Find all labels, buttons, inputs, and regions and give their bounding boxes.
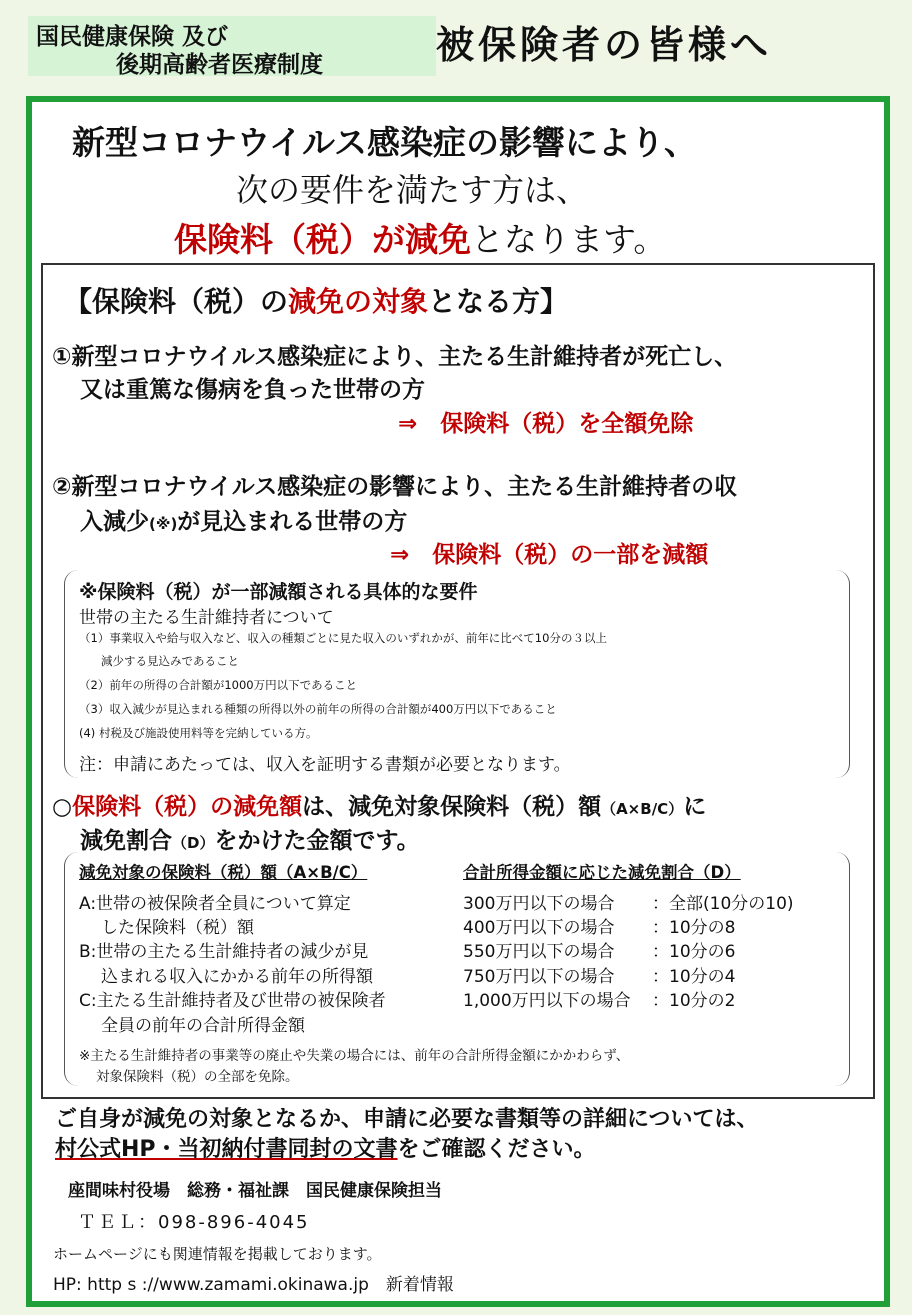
amount-line1-end: に [683, 794, 707, 820]
requirement-item: （2）前年の所得の合計額が1000万円以下であること [79, 678, 358, 692]
homepage-url: HP: http s ://www.zamami.okinawa.jp 新着情報 [53, 1275, 454, 1295]
amount-bullet: ○ [52, 794, 73, 820]
condition2-line2a: 入減少 [80, 509, 149, 535]
homepage-note: ホームページにも関連情報を掲載しております。 [53, 1245, 382, 1263]
rate-value: ：10分の6 [652, 942, 736, 962]
office-tel: ＴＥＬ：098-896-4045 [78, 1212, 310, 1233]
requirement-item: （1）事業収入や給与収入など、収入の種類ごとに見た収入のいずれかが、前年に比べて10分の３以上 [79, 631, 607, 645]
condition2-line2b: が見込まれる世帯の方 [177, 509, 408, 535]
condition1-line1: ①新型コロナウイルス感染症により、主たる生計維持者が死亡し、 [52, 344, 738, 370]
footer-line1: ご自身が減免の対象となるか、申請に必要な書類等の詳細については、 [55, 1107, 759, 1132]
section-title-pre: 【保険料（税）の [64, 285, 289, 318]
rate-value: ：10分の8 [652, 918, 736, 938]
footer-reference-link: 村公式HP・当初納付書同封の文書 [55, 1137, 398, 1162]
rate-range: 1,000万円以下の場合 [463, 991, 631, 1011]
condition1-result: ⇒ 保険料（税）を全額免除 [398, 411, 694, 437]
requirement-item: （3）収入減少が見込まれる種類の所得以外の前年の所得の合計額が400万円以下であること [79, 702, 557, 716]
amount-highlight: 保険料（税）の減免額 [72, 794, 303, 820]
footer-line2 [55, 1132, 596, 1163]
table-left-line: した保険料（税）額 [101, 918, 254, 938]
requirements-title: ※保険料（税）が一部減額される具体的な要件 [79, 581, 478, 603]
rate-value: ：全部(10分の10) [652, 894, 794, 914]
intro-line1: 新型コロナウイルス感染症の影響により、 [72, 123, 698, 162]
condition2-note-mark: (※) [149, 515, 178, 533]
footer-line2-rest: をご確認ください。 [397, 1137, 596, 1162]
header-program-label [28, 16, 436, 76]
amount-line1-text: は、減免対象保険料（税）額 [302, 794, 602, 820]
table-left-line: 込まれる収入にかかる前年の所得額 [101, 967, 373, 987]
section-title [64, 280, 568, 320]
intro-line3-tail: となります。 [471, 220, 667, 259]
table-left-line: A:世帯の被保険者全員について算定 [79, 894, 351, 914]
rate-range: 400万円以下の場合 [463, 918, 615, 938]
table-right-header: 合計所得金額に応じた減免割合（D） [463, 863, 741, 882]
amount-line2-b: をかけた金額です。 [214, 828, 420, 854]
rate-value: ：10分の4 [652, 967, 736, 987]
rate-range: 750万円以下の場合 [463, 967, 615, 987]
intro-line3 [174, 214, 666, 261]
condition2-result: ⇒ 保険料（税）の一部を減額 [390, 542, 709, 568]
section-title-post: となる方】 [428, 285, 569, 318]
condition2-line1: ②新型コロナウイルス感染症の影響により、主たる生計維持者の収 [52, 474, 738, 500]
table-left-header: 減免対象の保険料（税）額（A×B/C） [79, 863, 368, 882]
header-left-line2: 後期高齢者医療制度 [116, 52, 323, 78]
section-title-highlight: 減免の対象 [288, 285, 429, 318]
header-title: 被保険者の皆様へ [436, 23, 773, 67]
table-note-line1: ※主たる生計維持者の事業等の廃止や失業の場合には、前年の合計所得金額にかかわらず、 [79, 1048, 630, 1064]
condition2-line2 [80, 503, 407, 536]
amount-formula: （A×B/C） [601, 800, 684, 818]
office-name: 座間味村役場 総務・福祉課 国民健康保険担当 [68, 1181, 442, 1201]
requirements-subtitle: 世帯の主たる生計維持者について [79, 608, 334, 628]
requirement-item: 減少する見込みであること [101, 654, 239, 668]
table-left-line: C:主たる生計維持者及び世帯の被保険者 [79, 991, 386, 1011]
amount-line2 [80, 822, 420, 855]
rate-range: 550万円以下の場合 [463, 942, 615, 962]
table-note-line2: 対象保険料（税）の全部を免除。 [96, 1069, 299, 1085]
table-left-line: B:世帯の主たる生計維持者の減少が見 [79, 942, 369, 962]
rate-value: ：10分の2 [652, 991, 736, 1011]
header-left-line1: 国民健康保険 及び [36, 24, 229, 50]
requirement-item: (4) 村税及び施設使用料等を完納している方。 [79, 726, 318, 740]
amount-rate-label: （D） [172, 834, 215, 852]
rate-range: 300万円以下の場合 [463, 894, 615, 914]
table-left-line: 全員の前年の合計所得金額 [101, 1016, 305, 1036]
intro-line2: 次の要件を満たす方は、 [236, 171, 589, 209]
amount-line1 [52, 788, 706, 821]
requirements-note: 注：申請にあたっては、収入を証明する書類が必要となります。 [79, 755, 571, 775]
amount-line2-a: 減免割合 [80, 828, 172, 854]
condition1-line2: 又は重篤な傷病を負った世帯の方 [80, 377, 425, 403]
intro-reduction-highlight: 保険料（税）が減免 [174, 220, 471, 259]
